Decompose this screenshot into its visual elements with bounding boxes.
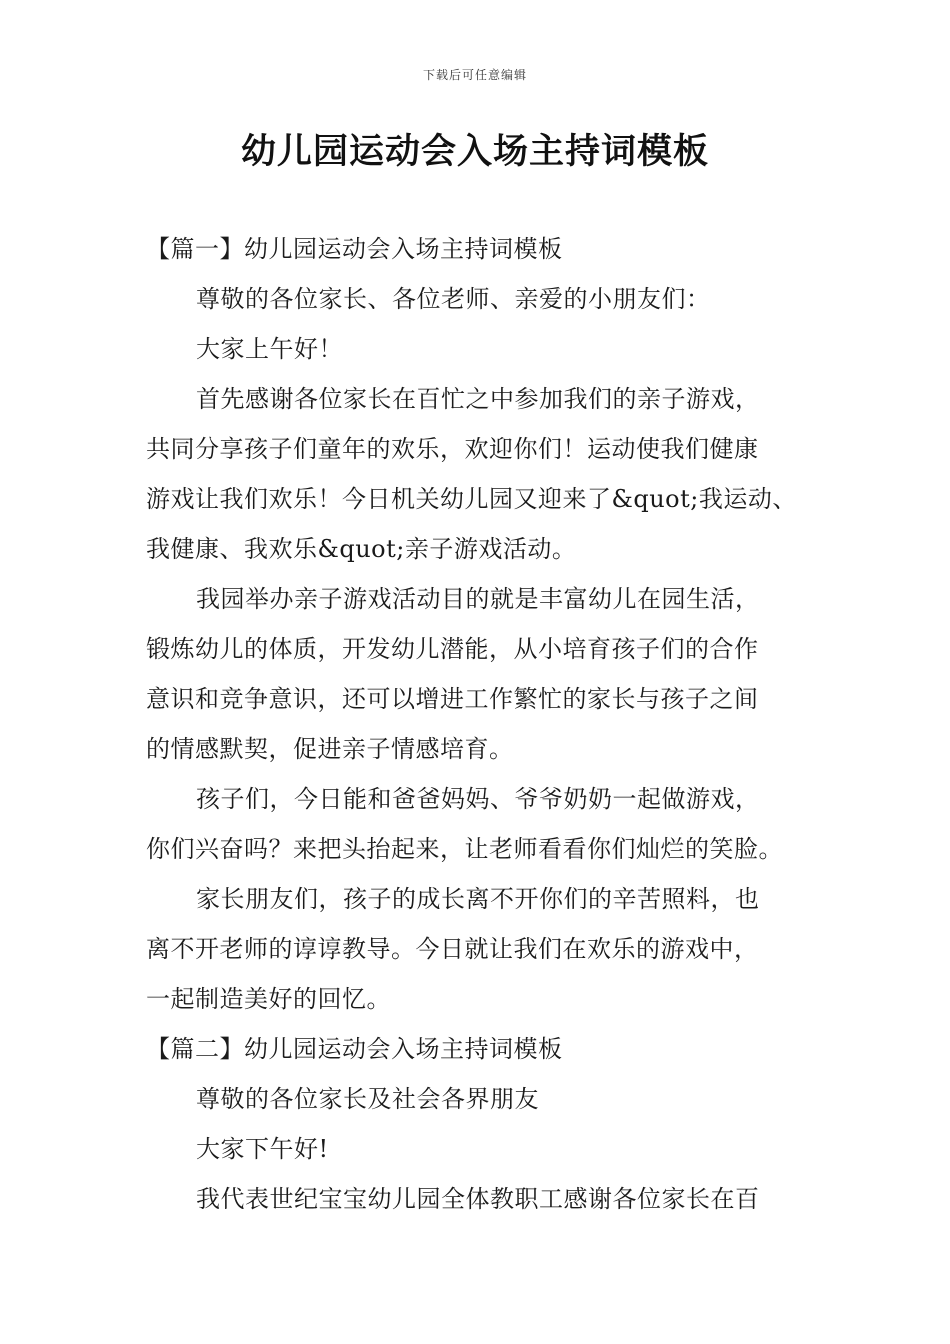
paragraph-line: 的情感默契，促进亲子情感培育。 xyxy=(146,735,514,763)
header-note: 下载后可任意编辑 xyxy=(422,68,527,82)
paragraph-line: 大家上午好！ xyxy=(196,335,343,363)
paragraph-line: 意识和竞争意识，还可以增进工作繁忙的家长与孩子之间 xyxy=(146,685,759,713)
paragraph-line: 我代表世纪宝宝幼儿园全体教职工感谢各位家长在百 xyxy=(196,1185,760,1213)
section-heading-2: 【篇二】幼儿园运动会入场主持词模板 xyxy=(146,1035,563,1063)
page-title: 幼儿园运动会入场主持词模板 xyxy=(240,132,709,172)
paragraph-line: 你们兴奋吗？来把头抬起来，让老师看看你们灿烂的笑脸。 xyxy=(146,835,783,863)
paragraph-line: 尊敬的各位家长及社会各界朋友 xyxy=(196,1085,539,1113)
paragraph-line: 大家下午好! xyxy=(196,1135,329,1163)
paragraph-line: 锻炼幼儿的体质，开发幼儿潜能，从小培育孩子们的合作 xyxy=(146,635,759,663)
paragraph-line: 我健康、我欢乐&quot;亲子游戏活动。 xyxy=(146,535,577,563)
paragraph-line: 一起制造美好的回忆。 xyxy=(146,985,391,1013)
paragraph-line: 游戏让我们欢乐！今日机关幼儿园又迎来了&quot;我运动、 xyxy=(146,485,797,513)
document-body xyxy=(146,224,826,1224)
paragraph-line: 我园举办亲子游戏活动目的就是丰富幼儿在园生活， xyxy=(196,585,760,613)
section-heading-1: 【篇一】幼儿园运动会入场主持词模板 xyxy=(146,235,563,263)
paragraph-line: 离不开老师的谆谆教导。今日就让我们在欢乐的游戏中， xyxy=(146,935,759,963)
paragraph-line: 首先感谢各位家长在百忙之中参加我们的亲子游戏， xyxy=(196,385,760,413)
paragraph-line: 共同分享孩子们童年的欢乐，欢迎你们！运动使我们健康 xyxy=(146,435,759,463)
paragraph-line: 尊敬的各位家长、各位老师、亲爱的小朋友们： xyxy=(196,285,711,313)
paragraph-line: 孩子们，今日能和爸爸妈妈、爷爷奶奶一起做游戏， xyxy=(196,785,760,813)
paragraph-line: 家长朋友们，孩子的成长离不开你们的辛苦照料，也 xyxy=(196,885,760,913)
